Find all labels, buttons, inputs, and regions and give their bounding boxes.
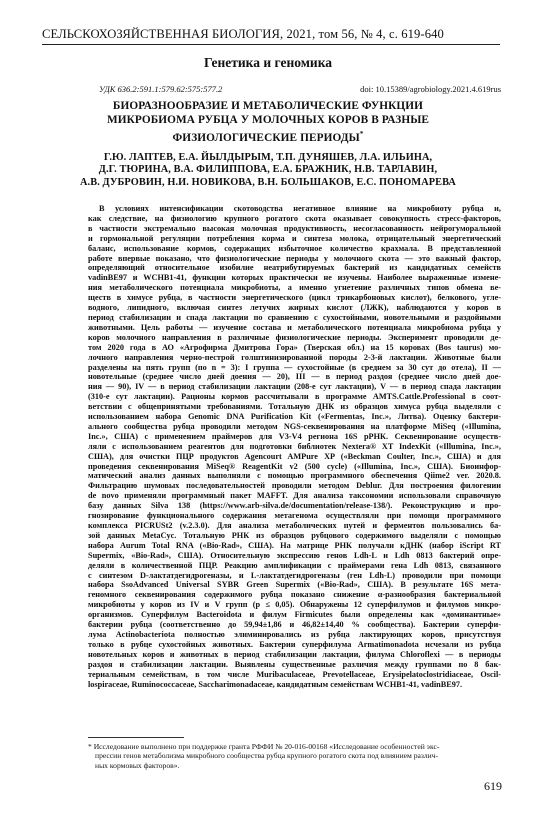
abstract-line: водного, липидного, включая синтез летучих жирных кислот (ЛЖК), наблюдаются у коров в — [88, 303, 501, 313]
abstract-line: коров молочного направления в различные физиологические периоды. Эксперимент проводили де- — [88, 332, 501, 342]
abstract-line: матический анализ данных выполняли с помощью программного обеспечения Qiime2 ver. 2020.8. — [88, 471, 501, 481]
abstract-line: В условиях интенсификации скотоводства негативное влияние на микробиоту рубца и, — [99, 204, 501, 213]
abstract-line: териальным семействам, в том числе Muribaculaceae, Prevotellaceae, Erysipelatoclostridiaceae, Oscil- — [88, 669, 501, 679]
footnote-line: ных кормовых факторов». — [95, 760, 180, 770]
abstract-line: Фильтрацию шумовых последовательностей проводили методом Deblur. Для построения филогении — [88, 481, 501, 491]
abstract-line: новотельные (среднее число дней доения — 20), III — в период раздоя (среднее число дней дое- — [88, 372, 501, 382]
title-line: ФИЗИОЛОГИЧЕСКИЕ ПЕРИОДЫ — [172, 131, 360, 144]
section-title: Генетика и геномика — [203, 55, 333, 70]
abstract-line: с синтезом D-лактатдегидрогеназы, и L-лактатдегидрогеназы (ген Ldh-L) проводили при помощи — [88, 570, 501, 580]
abstract-line: деляли в количественной ПЦР. Реакцию амплификации с праймерами гена Ldh 0813, связанного — [88, 560, 501, 570]
title-line-with-mark — [0, 128, 536, 146]
author-line: Г.Ю. ЛАПТЕВ, Е.А. ЙЫЛДЫРЫМ, Т.П. ДУНЯШЕВ, Л.А. ИЛЬИНА, — [103, 152, 433, 163]
doi-link[interactable]: doi: 10.15389/agrobiology.2021.4.619rus — [360, 84, 501, 94]
abstract-line: ляли с использованием реагентов для подготовки библиотек Nextera® XT IndexKit («Illumina, Inc.», — [88, 441, 501, 451]
abstract-line: организмов. Суперфилум Bacteroidota и филум Firmicutes были определены как «доминантные» — [88, 610, 501, 620]
abstract-line: лочного направления черно-пестрой голштинизированной породы 2-3-й лактации. Животные были — [88, 352, 501, 362]
abstract-line: животными. Цель работы — изучение состава и метаболического потенциала микробиома рубца у — [88, 322, 501, 332]
abstract-line: проведения секвенирования MiSeq® ReagentKit v2 (500 cycle) («Illumina, Inc.», США). Биоинфор- — [88, 461, 501, 471]
footnote-mark[interactable]: * — [359, 129, 364, 138]
abstract-line: период стабилизации и спада лактации по сравнению с сухостойными, новотельными и раздойными — [88, 312, 501, 322]
footnote-rule — [88, 737, 184, 738]
udc-doi-line — [99, 84, 501, 95]
abstract-line: ального сообщества рубца проводили методом NGS-секвенирования на платформе MiSeq («Illumina, — [88, 421, 501, 431]
abstract-line: набора SsoAdvanced Universal SYBR Green Supermix («Bio-Rad», США). В результате 16S мета- — [88, 580, 501, 590]
abstract-line: ния — 90), IV — в период стабилизации лактации (208-е сут лактации), V — в период спада лактации — [88, 382, 501, 392]
abstract-line: vadinBE97 и WCHB1-41, функции которых практически не изучены. Наиболее выраженные измене- — [88, 273, 501, 283]
author-line: Д.Г. ТЮРИНА, В.А. ФИЛИППОВА, Е.А. БРАЖНИК, Н.В. ТАРЛАВИН, — [98, 164, 438, 176]
abstract-line: микробиоты у коров из IV и V групп (p ≤ 0,05). Обнаружены 12 суперфилумов и филумов микро- — [88, 600, 501, 610]
abstract-line: ветствии с общепринятыми требованиями. Тотальную ДНК из образцов химуса рубца выделяли с — [88, 402, 501, 412]
abstract-line: использованием набора Genomic DNA Purification Kit («Fermentas, Inc.», Литва). Оценку бактери- — [88, 412, 501, 422]
abstract-line: бактерии рубца (соответственно до 59,94±1,86 и 46,82±14,40 % сообщества). Бактерии суперфи- — [88, 620, 501, 630]
abstract-line: комплекса PICRUSt2 (v.2.3.0). Для анализа метаболических путей и ферментов пользовались ба- — [88, 521, 501, 530]
abstract-line: зой данных MetaCyc. Тотальную РНК из образцов рубцового содержимого выделяли с помощью — [88, 530, 501, 540]
journal-header: СЕЛЬСКОХОЗЯЙСТВЕННАЯ БИОЛОГИЯ, 2021, том 56, № 4, с. 619-640 — [42, 27, 444, 41]
abstract-line: новотельных коров и животных в период стабилизации лактации, филума Chloroflexi — в периоды — [88, 649, 501, 659]
abstract-line: гнозирование функционального содержания метагенома осуществляли при помощи программного — [88, 511, 501, 521]
abstract-line: de novo применяли программный пакет MAFFT. Для анализа таксономии использовали справочную — [88, 491, 501, 501]
header-rule — [42, 44, 500, 45]
abstract-line: ния метаболического потенциала микробиоты, а именно угнетение различных типов обмена ве- — [88, 283, 501, 293]
title-line: МИКРОБИОМА РУБЦА У МОЛОЧНЫХ КОРОВ В РАЗНЫЕ — [106, 113, 430, 126]
abstract-line: определяющий относительное изобилие неатрибутируемых бактерий из кандидатных семейств — [88, 263, 501, 273]
abstract-line: (310-е сут лактации). Рационы кормов рассчитывали в программе AMTS.Cattle.Professional в соот- — [88, 392, 501, 402]
abstract-line: США), для очистки ПЦР продуктов Agencourt AMPure XP («Beckman Coulter, Inc.», США) и для — [88, 451, 501, 461]
author-line: А.В. ДУБРОВИН, Н.И. НОВИКОВА, В.Н. БОЛЬШАКОВ, Е.С. ПОНОМАРЕВА — [80, 176, 456, 188]
abstract-line: Supermix, «Bio-Rad», США). Относительную экспрессию генов Ldh-L и Ldh 0813 бактерий опре- — [88, 550, 501, 560]
footnote — [88, 742, 501, 770]
abstract-line: работе впервые показано, что физиологические периоды у молочного скота — это важный фактор, — [88, 253, 501, 263]
abstract-line: набора Aurum Total RNA («Bio-Rad», США). На матрице РНК получали кДНК (набор iScript RT — [88, 540, 501, 550]
abstract-line: и гормональной регуляции потребления корма и синтеза молока, отрицательный энергетический — [88, 233, 501, 243]
footnote-line: * Исследование выполнено при поддержке гранта РФФИ № 20-016-00168 «Исследование особенностей экс- — [88, 742, 440, 751]
abstract-line: только в рубце сухостойных животных. Бактерии суперфилума Armatimonadota исчезали из рубца — [88, 639, 501, 649]
abstract-line: базу данных Silva 138 (https://www.arb-silva.de/documentation/release-138/). Реконструкцию и про- — [88, 501, 501, 511]
author-list — [0, 152, 536, 189]
article-title — [0, 100, 536, 145]
abstract-line: Inc.», США) с применением праймеров для V3-V4 региона 16S рРНК. Секвенирование осуществ- — [88, 431, 501, 441]
abstract-line: том 2020 года в АО «Агрофирма Дмитрова Гора» (Тверская обл.) на 15 коровах (Bos taurus) мо- — [88, 342, 501, 352]
abstract-line: раздоя и стабилизации лактации. Выявлены существенные различия между группами по 8 бак- — [88, 659, 501, 669]
page-number: 619 — [484, 779, 502, 793]
abstract-line: как следствие, на физиологию крупного рогатого скота оказывает совокупность стресс-факторов, — [88, 213, 501, 223]
abstract-line: геномного секвенирования содержимого рубца показано снижение α-разнообразия бактериальной — [88, 590, 501, 600]
abstract-line: разделены на пять групп (по n = 3): I группа — сухостойные (в среднем за 30 сут до отела), II — — [88, 362, 501, 372]
title-line: БИОРАЗНООБРАЗИЕ И МЕТАБОЛИЧЕСКИЕ ФУНКЦИИ — [112, 100, 424, 112]
footnote-line: прессии генов метаболизма микробного сообщества рубца крупного рогатого скота под влиянием различ- — [95, 751, 439, 761]
abstract — [88, 204, 501, 689]
abstract-line: лума Actinobacteriota полностью элиминировались из рубца лактирующих коров, присутствуя — [88, 629, 501, 639]
udc-code: УДК 636.2:591.1:579.62:575:577.2 — [99, 84, 223, 94]
abstract-line: lospiraceae, Ruminococcaceae, Saccharimonadaceae, кандидатным семействам WCHB1-41, vadinBE97. — [88, 679, 463, 689]
abstract-line: ществ в химусе рубца, в частности энергетического (цикл трикарбоновых кислот), белкового, угле- — [88, 293, 501, 303]
abstract-line: в частности экстремально высокая молочная продуктивность, несогласованность нейрогуморальной — [88, 223, 501, 233]
abstract-line: баланс, использование кормов, содержащих избыточное количество крахмала. В представленной — [88, 243, 501, 253]
